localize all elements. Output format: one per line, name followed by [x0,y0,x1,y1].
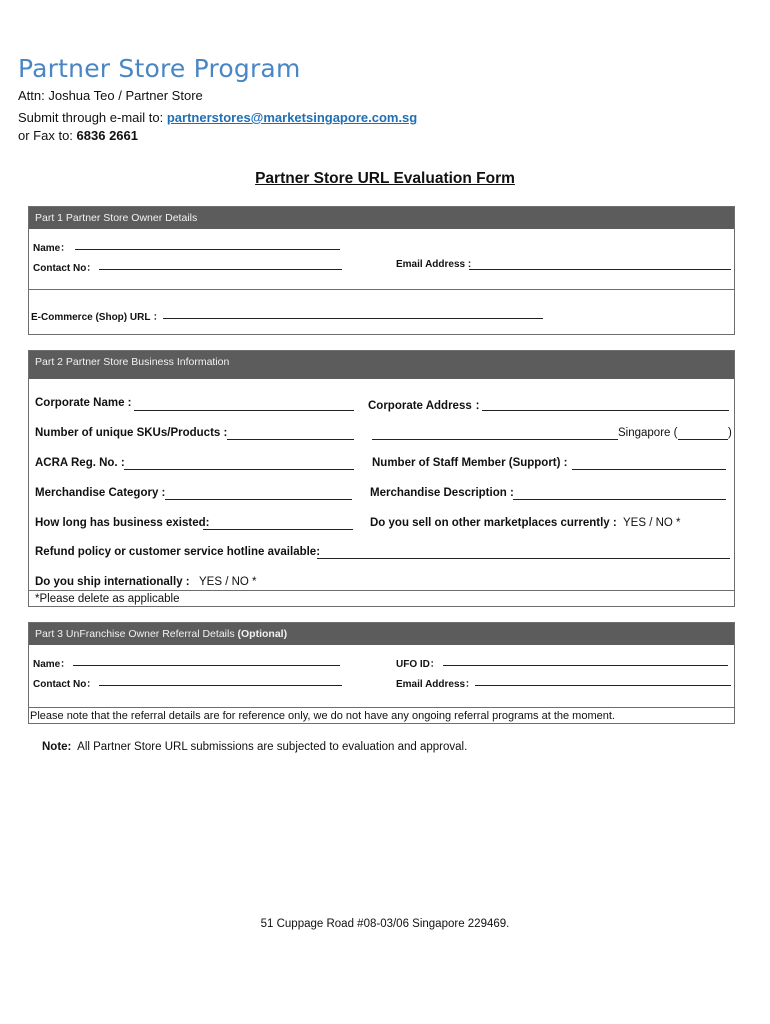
singapore-label: Singapore ( [618,427,678,439]
part3-divider [29,707,734,708]
part1-email-label: Email Address : [396,259,472,270]
program-title: Partner Store Program [18,54,301,83]
description-label: Merchandise Description : [370,487,514,499]
acra-field[interactable] [124,469,354,470]
footer-address: 51 Cuppage Road #08-03/06 Singapore 229469. [260,918,510,930]
part1-name-field[interactable] [75,249,340,250]
part1-contact-label: Contact No： [33,263,97,274]
part1-section [28,206,735,335]
part3-name-label: Name： [33,659,71,670]
note-line [42,741,467,753]
part3-email-label: Email Address： [396,679,476,690]
refund-label: Refund policy or customer service hotline available: [35,546,321,558]
corporate-address-field[interactable] [482,410,729,411]
part2-divider [29,590,734,591]
other-marketplaces-label: Do you sell on other marketplaces currently : [370,517,617,529]
part1-heading: Part 1 Partner Store Owner Details [29,207,734,229]
fax-line [18,128,138,143]
part1-email-field[interactable] [469,269,731,270]
part3-email-field[interactable] [475,685,731,686]
form-title: Partner Store URL Evaluation Form [255,170,515,187]
part2-heading: Part 2 Partner Store Business Information [29,351,734,379]
part2-section [28,350,735,607]
ufo-id-label: UFO ID： [396,659,440,670]
postal-code-field[interactable] [678,439,728,440]
description-field[interactable] [513,499,726,500]
other-marketplaces-yes-no[interactable]: YES / NO * [623,517,681,529]
part3-heading [29,623,734,645]
address-line2-field[interactable] [372,439,618,440]
part1-divider [29,289,734,290]
skus-field[interactable] [227,439,354,440]
part1-url-field[interactable] [163,318,543,319]
part3-contact-field[interactable] [99,685,342,686]
ufo-id-field[interactable] [443,665,728,666]
corporate-address-label: Corporate Address ： [368,400,487,412]
how-long-field[interactable] [203,529,353,530]
fax-prefix: or Fax to: [18,128,77,143]
how-long-label: How long has business existed: [35,517,210,529]
ship-label: Do you ship internationally : [35,576,190,588]
corporate-name-field[interactable] [134,410,354,411]
part1-name-label: Name： [33,243,71,254]
staff-field[interactable] [572,469,726,470]
part3-section [28,622,735,724]
skus-label: Number of unique SKUs/Products : [35,427,228,439]
refund-field[interactable] [317,558,730,559]
part3-heading-text: Part 3 UnFranchise Owner Referral Details [35,628,235,640]
submit-line [18,110,417,125]
note-text: All Partner Store URL submissions are subjected to evaluation and approval. [77,741,468,753]
note-label: Note: [42,741,72,753]
submit-email-link[interactable]: partnerstores@marketsingapore.com.sg [166,110,418,125]
referral-note: Please note that the referral details are for reference only, we do not have any ongoing referral programs at the moment. [30,710,615,722]
part3-name-field[interactable] [73,665,340,666]
delete-note: *Please delete as applicable [35,593,180,605]
fax-number: 6836 2661 [76,128,138,143]
part1-url-label: E-Commerce (Shop) URL ： [31,312,164,323]
part1-contact-field[interactable] [99,269,342,270]
part3-heading-optional: (Optional) [237,628,288,640]
category-field[interactable] [165,499,352,500]
corporate-name-label: Corporate Name : [35,397,132,409]
ship-yes-no[interactable]: YES / NO * [199,576,257,588]
acra-label: ACRA Reg. No. : [35,457,125,469]
part3-contact-label: Contact No： [33,679,97,690]
category-label: Merchandise Category : [35,487,166,499]
staff-label: Number of Staff Member (Support) : [372,457,568,469]
singapore-close: ) [728,427,732,439]
attn-line: Attn: Joshua Teo / Partner Store [18,88,203,103]
submit-prefix: Submit through e-mail to: [18,110,167,125]
